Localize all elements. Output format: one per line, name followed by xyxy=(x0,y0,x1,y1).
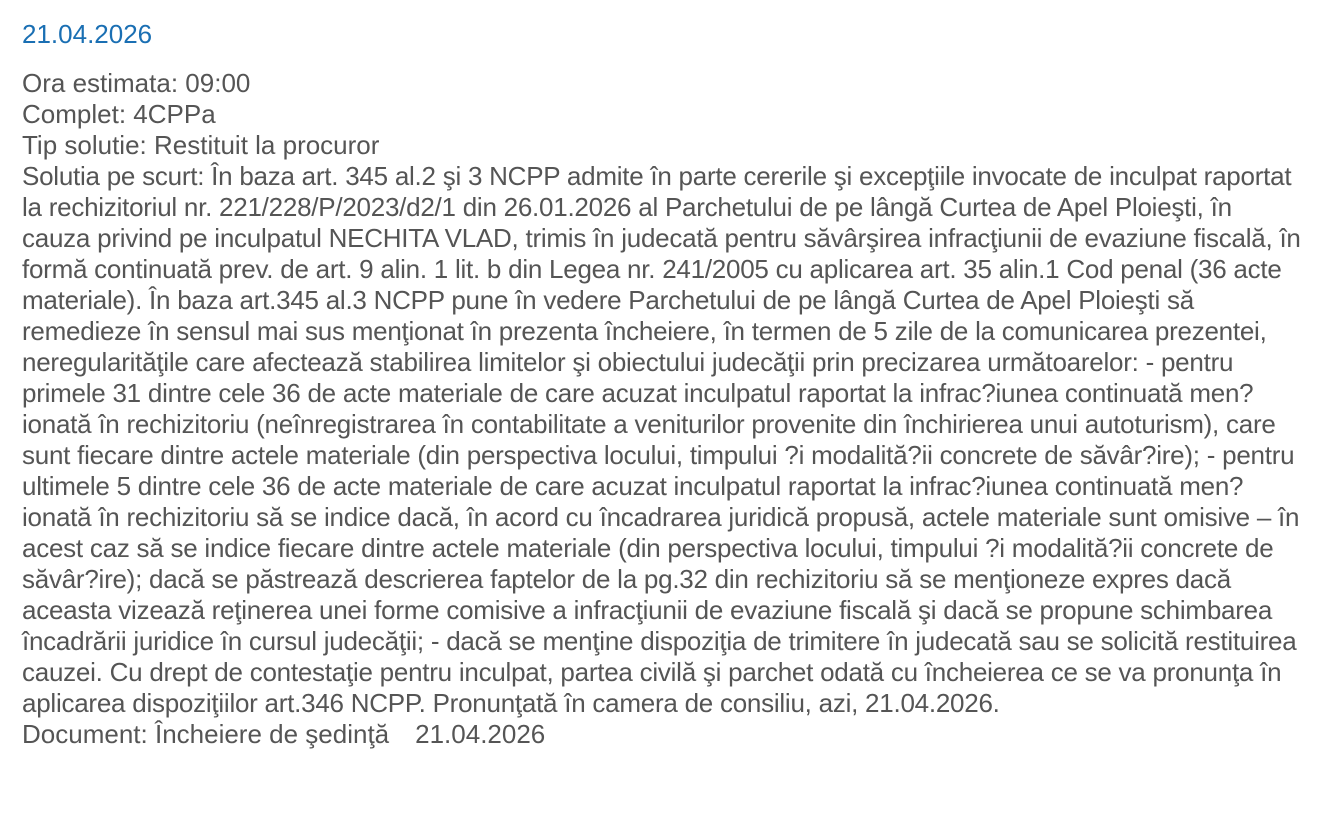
solution-summary-label: Solutia pe scurt: xyxy=(22,161,205,191)
solution-type-label: Tip solutie: xyxy=(22,130,147,160)
panel-value: 4CPPa xyxy=(133,99,216,129)
document-row xyxy=(22,719,1298,750)
document-label: Document: xyxy=(22,719,148,749)
solution-type-value: Restituit la procuror xyxy=(154,130,380,160)
document-date: 21.04.2026 xyxy=(415,719,546,749)
solution-summary-row xyxy=(22,161,1302,719)
estimated-time-label: Ora estimata: xyxy=(22,68,179,98)
panel-label: Complet: xyxy=(22,99,127,129)
document-type: Încheiere de şedinţă xyxy=(154,719,390,749)
hearing-date-link[interactable]: 21.04.2026 xyxy=(22,19,153,49)
solution-summary-text: În baza art. 345 al.2 şi 3 NCPP admite în parte cererile şi excepţiile invocate de inculpat raportat la rechizitoriul nr. 221/228/P/2023/d2/1 din 26.01.2026 al Parchetului de pe lângă Curtea de Apel Ploieşti, în cauza privind pe inculpatul NECHITA VLAD, trimis în judecată pentru săvârşirea infracţiunii de evaziune fiscală, în formă continuată prev. de art. 9 alin. 1 lit. b din Legea nr. 241/2005 cu aplicarea art. 35 alin.1 Cod penal (36 acte materiale). În baza art.345 al.3 NCPP pune în vedere Parchetului de pe lângă Curtea de Apel Ploieşti să remedieze în sensul mai sus menţionat în prezenta încheiere, în termen de 5 zile de la comunicarea prezentei, neregularităţile care afectează stabilirea limitelor şi obiectului judecăţii prin precizarea următoarelor: - pentru primele 31 dintre cele 36 de acte materiale de care acuzat inculpatul raportat la infrac?iunea continuată men?ionată în rechizitoriu (neînregistrarea în contabilitate a veniturilor provenite din închirierea unui autoturism), care sunt fiecare dintre actele materiale (din perspectiva locului, timpului ?i modalită?ii concrete de săvâr?ire); - pentru ultimele 5 dintre cele 36 de acte materiale de care acuzat inculpatul raportat la infrac?iunea continuată men?ionată în rechizitoriu să se indice dacă, în acord cu încadrarea juridică propusă, actele materiale sunt omisive – în acest caz să se indice fiecare dintre actele materiale (din perspectiva locului, timpului ?i modalită?ii concrete de săvâr?ire); dacă se păstrează descrierea faptelor de la pg.32 din rechizitoriu să se menţioneze expres dacă aceasta vizează reţinerea unei forme comisive a infracţiunii de evaziune fiscală şi dacă se propune schimbarea încadrării juridice în cursul judecăţii; - dacă se menţine dispoziţia de trimitere în judecată sau se solicită restituirea cauzei. Cu drept de contestaţie pentru inculpat, partea civilă şi parchet odată cu încheierea ce se va pronunţa în aplicarea dispoziţiilor art.346 NCPP. Pronunţată în camera de consiliu, azi, 21.04.2026. xyxy=(22,161,1301,718)
estimated-time-value: 09:00 xyxy=(185,68,251,98)
estimated-time-row xyxy=(22,68,1298,99)
panel-row xyxy=(22,99,1298,130)
solution-type-row xyxy=(22,130,1298,161)
